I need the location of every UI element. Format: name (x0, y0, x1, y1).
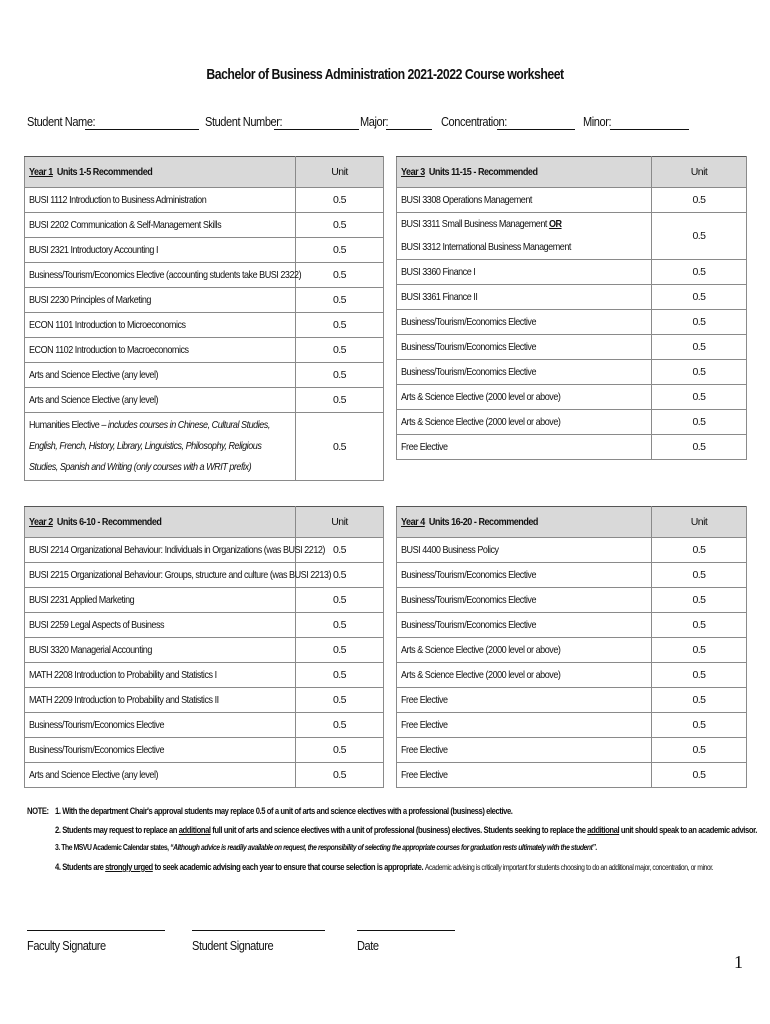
year3-option-row (397, 213, 747, 260)
year1-course: BUSI 2202 Communication & Self-Management Skills (25, 213, 296, 238)
student-signature-label: Student Signature (192, 938, 274, 953)
student-name-field[interactable] (85, 129, 199, 130)
note-1: 1. With the department Chair's approval students may replace 0.5 of a unit of arts and science electives with a professional (business) elective. (55, 806, 513, 816)
year3-unit: 0.5 (652, 435, 747, 460)
year2-unit: 0.5 (296, 638, 384, 663)
year4-course: Business/Tourism/Economics Elective (397, 563, 652, 588)
year1-unit: 0.5 (296, 188, 384, 213)
minor-label: Minor: (583, 114, 612, 129)
student-signature-line[interactable] (192, 930, 325, 931)
year1-course: BUSI 2321 Introductory Accounting I (25, 238, 296, 263)
year2-unit: 0.5 (296, 538, 384, 563)
student-number-field[interactable] (274, 129, 359, 130)
year4-header: Year 4 Units 16-20 - Recommended (397, 507, 652, 538)
year1-course: BUSI 1112 Introduction to Business Administration (25, 188, 296, 213)
year2-unit: 0.5 (296, 688, 384, 713)
year4-unit: 0.5 (652, 638, 747, 663)
date-label: Date (357, 938, 379, 953)
year1-course: Arts and Science Elective (any level) (25, 363, 296, 388)
year4-unit: 0.5 (652, 763, 747, 788)
year1-unit: 0.5 (296, 263, 384, 288)
note-2: 2. Students may request to replace an additional full unit of arts and science electives with a unit of professional (business) electives. Students seeking to replace the additional unit should speak to an academic advisor. (55, 825, 757, 835)
year1-row (25, 313, 384, 338)
year2-header-row (25, 507, 384, 538)
year1-unit: 0.5 (296, 288, 384, 313)
year3-course: BUSI 3361 Finance II (397, 285, 652, 310)
year2-unit: 0.5 (296, 563, 384, 588)
year2-table (24, 506, 384, 788)
major-label: Major: (360, 114, 389, 129)
year3-course: Arts & Science Elective (2000 level or above) (397, 410, 652, 435)
year1-humanities-unit: 0.5 (296, 413, 384, 481)
year3-option-unit: 0.5 (652, 213, 747, 260)
year4-unit: 0.5 (652, 588, 747, 613)
year2-unit-header: Unit (296, 507, 384, 538)
year1-unit: 0.5 (296, 363, 384, 388)
year2-row (25, 688, 384, 713)
year4-row (397, 588, 747, 613)
year1-unit-header: Unit (296, 157, 384, 188)
year1-row (25, 213, 384, 238)
year2-course: Business/Tourism/Economics Elective (25, 738, 296, 763)
year3-row (397, 188, 747, 213)
year4-course: Free Elective (397, 763, 652, 788)
year2-unit: 0.5 (296, 713, 384, 738)
year4-row (397, 738, 747, 763)
year2-unit: 0.5 (296, 588, 384, 613)
year4-course: Arts & Science Elective (2000 level or above) (397, 663, 652, 688)
year1-row (25, 238, 384, 263)
year4-unit: 0.5 (652, 738, 747, 763)
year4-course: Arts & Science Elective (2000 level or above) (397, 638, 652, 663)
year3-row (397, 360, 747, 385)
year4-unit: 0.5 (652, 613, 747, 638)
year2-course: BUSI 3320 Managerial Accounting (25, 638, 296, 663)
year3-unit: 0.5 (652, 360, 747, 385)
year3-header-row (397, 157, 747, 188)
year4-course: Business/Tourism/Economics Elective (397, 588, 652, 613)
year3-unit: 0.5 (652, 410, 747, 435)
year2-row (25, 738, 384, 763)
year3-unit: 0.5 (652, 335, 747, 360)
year2-row (25, 588, 384, 613)
year1-row (25, 363, 384, 388)
year4-table (396, 506, 747, 788)
year1-header-row (25, 157, 384, 188)
year1-course: Arts and Science Elective (any level) (25, 388, 296, 413)
year2-unit: 0.5 (296, 738, 384, 763)
year3-option-course: BUSI 3311 Small Business Management OR BUSI 3312 International Business Management (397, 213, 652, 260)
year3-unit: 0.5 (652, 285, 747, 310)
year3-unit: 0.5 (652, 188, 747, 213)
year1-row (25, 388, 384, 413)
year1-course: BUSI 2230 Principles of Marketing (25, 288, 296, 313)
year2-course: MATH 2208 Introduction to Probability and Statistics I (25, 663, 296, 688)
date-line[interactable] (357, 930, 455, 931)
year4-row (397, 663, 747, 688)
note-4: 4. Students are strongly urged to seek academic advising each year to ensure that course selection is appropriate. Academic advising is critically important for students choosing to do an additional major, concentration, or minor. (55, 862, 714, 872)
minor-field[interactable] (610, 129, 689, 130)
year2-row (25, 663, 384, 688)
year4-row (397, 538, 747, 563)
year2-course: BUSI 2259 Legal Aspects of Business (25, 613, 296, 638)
note-3: 3. The MSVU Academic Calendar states, “Although advice is readily available on request, the responsibility of selecting the appropriate courses for graduation rests ultimately with the student”. (55, 843, 597, 852)
year3-row (397, 285, 747, 310)
year2-unit: 0.5 (296, 613, 384, 638)
year4-course: Free Elective (397, 688, 652, 713)
year2-unit: 0.5 (296, 763, 384, 788)
notes-label: NOTE: (27, 806, 49, 816)
year2-row (25, 538, 384, 563)
year2-row (25, 638, 384, 663)
year4-course: Free Elective (397, 738, 652, 763)
year3-course: Business/Tourism/Economics Elective (397, 335, 652, 360)
faculty-signature-line[interactable] (27, 930, 165, 931)
year3-row (397, 410, 747, 435)
year1-row (25, 338, 384, 363)
year4-course: Business/Tourism/Economics Elective (397, 613, 652, 638)
year2-course: Business/Tourism/Economics Elective (25, 713, 296, 738)
year2-course: BUSI 2215 Organizational Behaviour: Groups, structure and culture (was BUSI 2213) (25, 563, 296, 588)
year1-humanities-course: Humanities Elective – includes courses in Chinese, Cultural Studies, English, French, History, Library, Linguistics, Philosophy, Religious Studies, Spanish and Writing (only courses with a WRIT prefix) (25, 413, 296, 481)
year2-header: Year 2 Units 6-10 - Recommended (25, 507, 296, 538)
year3-row (397, 385, 747, 410)
year3-course: Free Elective (397, 435, 652, 460)
year2-row (25, 613, 384, 638)
page-number: 1 (734, 952, 743, 972)
year1-humanities-row (25, 413, 384, 481)
year4-unit: 0.5 (652, 663, 747, 688)
year2-course: BUSI 2231 Applied Marketing (25, 588, 296, 613)
year4-row (397, 638, 747, 663)
concentration-label: Concentration: (441, 114, 507, 129)
year1-row (25, 263, 384, 288)
year4-unit: 0.5 (652, 563, 747, 588)
year2-course: BUSI 2214 Organizational Behaviour: Individuals in Organizations (was BUSI 2212) (25, 538, 296, 563)
student-name-label: Student Name: (27, 114, 96, 129)
year4-course: Free Elective (397, 713, 652, 738)
year4-row (397, 763, 747, 788)
faculty-signature-label: Faculty Signature (27, 938, 106, 953)
year1-row (25, 288, 384, 313)
year3-row (397, 435, 747, 460)
year1-row (25, 188, 384, 213)
page-title: Bachelor of Business Administration 2021-2022 Course worksheet (206, 66, 564, 83)
year2-row (25, 713, 384, 738)
year2-unit: 0.5 (296, 663, 384, 688)
year3-course: Arts & Science Elective (2000 level or above) (397, 385, 652, 410)
year4-unit: 0.5 (652, 688, 747, 713)
year3-row (397, 260, 747, 285)
year4-unit: 0.5 (652, 538, 747, 563)
year1-unit: 0.5 (296, 388, 384, 413)
year3-header: Year 3 Units 11-15 - Recommended (397, 157, 652, 188)
year3-unit: 0.5 (652, 310, 747, 335)
year1-header: Year 1 Units 1-5 Recommended (25, 157, 296, 188)
year3-course: Business/Tourism/Economics Elective (397, 310, 652, 335)
year4-course: BUSI 4400 Business Policy (397, 538, 652, 563)
year3-unit: 0.5 (652, 385, 747, 410)
year1-unit: 0.5 (296, 213, 384, 238)
year1-course: Business/Tourism/Economics Elective (accounting students take BUSI 2322) (25, 263, 296, 288)
year4-row (397, 613, 747, 638)
year2-row (25, 763, 384, 788)
student-number-label: Student Number: (205, 114, 283, 129)
year1-course: ECON 1101 Introduction to Microeconomics (25, 313, 296, 338)
year1-table (24, 156, 384, 481)
year4-unit-header: Unit (652, 507, 747, 538)
year4-row (397, 688, 747, 713)
year1-course: ECON 1102 Introduction to Macroeconomics (25, 338, 296, 363)
year3-course: Business/Tourism/Economics Elective (397, 360, 652, 385)
year1-unit: 0.5 (296, 313, 384, 338)
year3-table (396, 156, 747, 460)
concentration-field[interactable] (497, 129, 575, 130)
year1-unit: 0.5 (296, 338, 384, 363)
year1-unit: 0.5 (296, 238, 384, 263)
year2-course: Arts and Science Elective (any level) (25, 763, 296, 788)
major-field[interactable] (386, 129, 432, 130)
year4-row (397, 713, 747, 738)
year3-unit: 0.5 (652, 260, 747, 285)
year3-row (397, 310, 747, 335)
year3-unit-header: Unit (652, 157, 747, 188)
year2-row (25, 563, 384, 588)
year4-header-row (397, 507, 747, 538)
year4-unit: 0.5 (652, 713, 747, 738)
year3-course: BUSI 3308 Operations Management (397, 188, 652, 213)
year3-row (397, 335, 747, 360)
year3-course: BUSI 3360 Finance I (397, 260, 652, 285)
year4-row (397, 563, 747, 588)
year2-course: MATH 2209 Introduction to Probability and Statistics II (25, 688, 296, 713)
